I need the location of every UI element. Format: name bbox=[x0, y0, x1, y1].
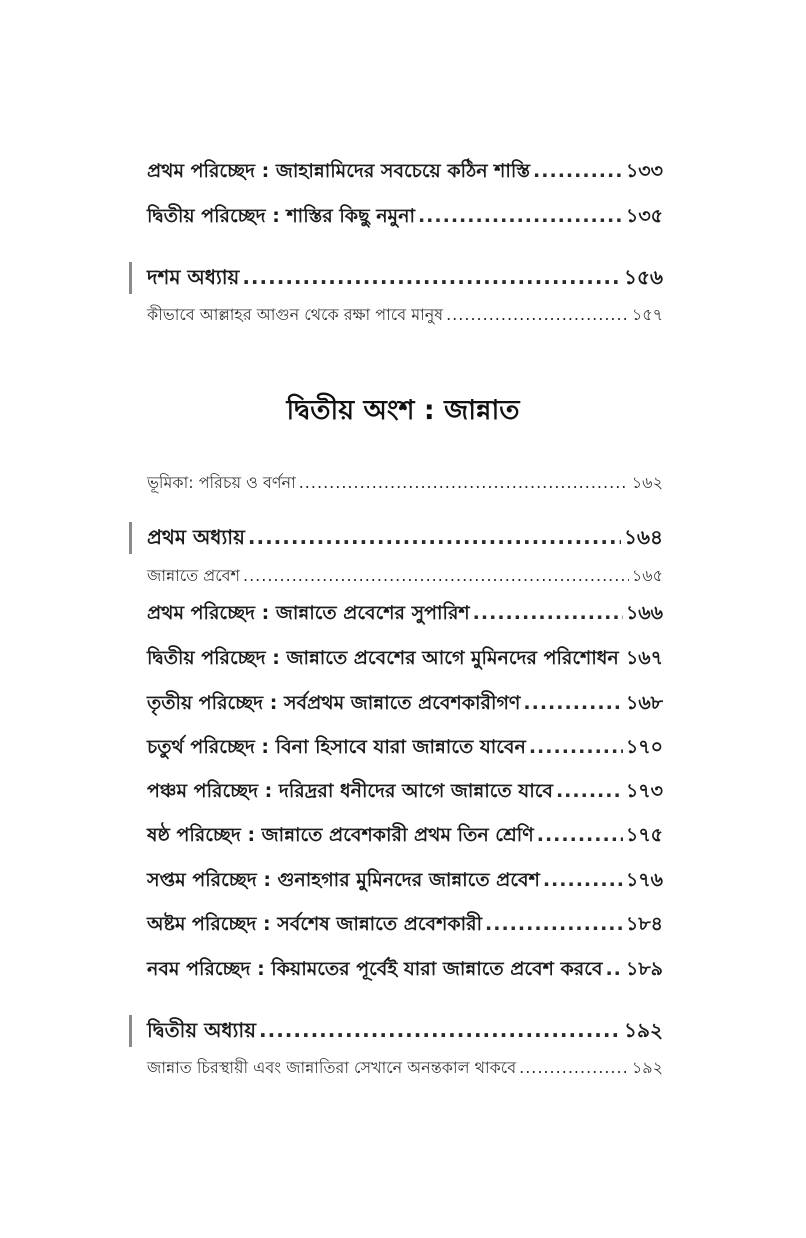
chapter-title: দ্বিতীয় অধ্যায় bbox=[147, 1018, 256, 1042]
entry-title: দ্বিতীয় পরিচ্ছেদ : জান্নাতে প্রবেশের আগে মুমিনদের পরিশোধন bbox=[147, 647, 619, 669]
dot-leader bbox=[519, 1058, 629, 1077]
toc-chapter-entry[interactable] bbox=[147, 523, 663, 556]
toc-subentry[interactable] bbox=[147, 302, 663, 329]
dot-leader bbox=[605, 958, 623, 980]
chapter-page: ১৬৪ bbox=[624, 525, 663, 549]
entry-title: নবম পরিচ্ছেদ : কিয়ামতের পূর্বেই যারা জান্নাতে প্রবেশ করবে bbox=[147, 958, 603, 980]
toc-entry[interactable] bbox=[147, 733, 663, 765]
dot-leader bbox=[473, 602, 623, 624]
entry-page: ১৭৩ bbox=[625, 780, 663, 802]
entry-page: ১৯২ bbox=[631, 1058, 663, 1077]
dot-leader bbox=[243, 566, 629, 585]
entry-title: কীভাবে আল্লাহর আগুন থেকে রক্ষা পাবে মানুষ bbox=[147, 305, 444, 324]
entry-title: তৃতীয় পরিচ্ছেদ : সর্বপ্রথম জান্নাতে প্রবেশকারীগণ bbox=[147, 692, 521, 714]
toc-subentry[interactable] bbox=[147, 1055, 663, 1082]
toc-entry[interactable] bbox=[147, 689, 663, 721]
entry-title: দ্বিতীয় পরিচ্ছেদ : শাস্তির কিছু নমুনা bbox=[147, 205, 415, 227]
chapter-marker-bar bbox=[129, 262, 132, 294]
dot-leader bbox=[299, 473, 629, 492]
toc-entry[interactable] bbox=[147, 955, 663, 987]
dot-leader bbox=[485, 913, 623, 935]
toc-entry[interactable] bbox=[147, 777, 663, 809]
toc-entry[interactable] bbox=[147, 910, 663, 942]
entry-page: ১৬৮ bbox=[625, 692, 663, 714]
entry-title: চতুর্থ পরিচ্ছেদ : বিনা হিসাবে যারা জান্নাতে যাবেন bbox=[147, 736, 526, 758]
dot-leader bbox=[446, 305, 629, 324]
toc-entry[interactable] bbox=[147, 821, 663, 853]
chapter-marker-bar bbox=[129, 522, 132, 554]
dot-leader bbox=[242, 265, 621, 289]
toc-chapter-entry[interactable] bbox=[147, 1016, 663, 1049]
entry-title: প্রথম পরিচ্ছেদ : জাহান্নামিদের সবচেয়ে কঠিন শাস্তি bbox=[147, 160, 531, 182]
entry-title: অষ্টম পরিচ্ছেদ : সর্বশেষ জান্নাতে প্রবেশকারী bbox=[147, 913, 483, 935]
chapter-page: ১৯২ bbox=[624, 1018, 663, 1042]
dot-leader bbox=[537, 824, 623, 846]
entry-page: ১৭৫ bbox=[625, 824, 663, 846]
chapter-marker-bar bbox=[129, 1015, 132, 1047]
dot-leader bbox=[622, 647, 623, 669]
toc-entry[interactable] bbox=[147, 202, 663, 234]
dot-leader bbox=[248, 525, 621, 549]
part-heading: দ্বিতীয় অংশ : জান্নাত bbox=[286, 395, 520, 426]
toc-entry[interactable] bbox=[147, 157, 663, 189]
entry-page: ১৮৯ bbox=[626, 958, 663, 980]
chapter-title: প্রথম অধ্যায় bbox=[147, 525, 245, 549]
entry-page: ১৭৬ bbox=[625, 869, 663, 891]
chapter-page: ১৫৬ bbox=[624, 265, 663, 289]
dot-leader bbox=[529, 736, 623, 758]
entry-title: প্রথম পরিচ্ছেদ : জান্নাতে প্রবেশের সুপারিশ bbox=[147, 602, 470, 624]
entry-page: ১৬২ bbox=[631, 473, 663, 492]
toc-subentry[interactable] bbox=[147, 563, 663, 590]
entry-page: ১৭০ bbox=[625, 736, 663, 758]
entry-title: ভূমিকা: পরিচয় ও বর্ণনা bbox=[147, 473, 296, 492]
toc-entry[interactable] bbox=[147, 644, 663, 676]
dot-leader bbox=[556, 780, 623, 802]
entry-page: ১৬৬ bbox=[625, 602, 663, 624]
entry-page: ১৬৭ bbox=[625, 647, 663, 669]
entry-title: ষষ্ঠ পরিচ্ছেদ : জান্নাতে প্রবেশকারী প্রথম তিন শ্রেণি bbox=[147, 824, 534, 846]
dot-leader bbox=[543, 869, 623, 891]
toc-entry[interactable] bbox=[147, 866, 663, 898]
toc-subentry[interactable] bbox=[147, 470, 663, 497]
entry-page: ১৮৪ bbox=[626, 913, 663, 935]
entry-page: ১৩৫ bbox=[625, 205, 663, 227]
toc-entry[interactable] bbox=[147, 599, 663, 631]
entry-title: জান্নাত চিরস্থায়ী এবং জান্নাতিরা সেখানে অনন্তকাল থাকবে bbox=[147, 1058, 517, 1077]
dot-leader bbox=[259, 1018, 621, 1042]
entry-title: জান্নাতে প্রবেশ bbox=[147, 566, 240, 585]
chapter-title: দশম অধ্যায় bbox=[147, 265, 240, 289]
entry-title: পঞ্চম পরিচ্ছেদ : দরিদ্ররা ধনীদের আগে জান্নাতে যাবে bbox=[147, 780, 553, 802]
entry-title: সপ্তম পরিচ্ছেদ : গুনাহগার মুমিনদের জান্নাতে প্রবেশ bbox=[147, 869, 540, 891]
dot-leader bbox=[523, 692, 623, 714]
entry-page: ১৬৫ bbox=[631, 566, 663, 585]
dot-leader bbox=[418, 205, 623, 227]
entry-page: ১৩৩ bbox=[625, 160, 663, 182]
toc-chapter-entry[interactable] bbox=[147, 263, 663, 296]
dot-leader bbox=[533, 160, 623, 182]
entry-page: ১৫৭ bbox=[631, 305, 663, 324]
